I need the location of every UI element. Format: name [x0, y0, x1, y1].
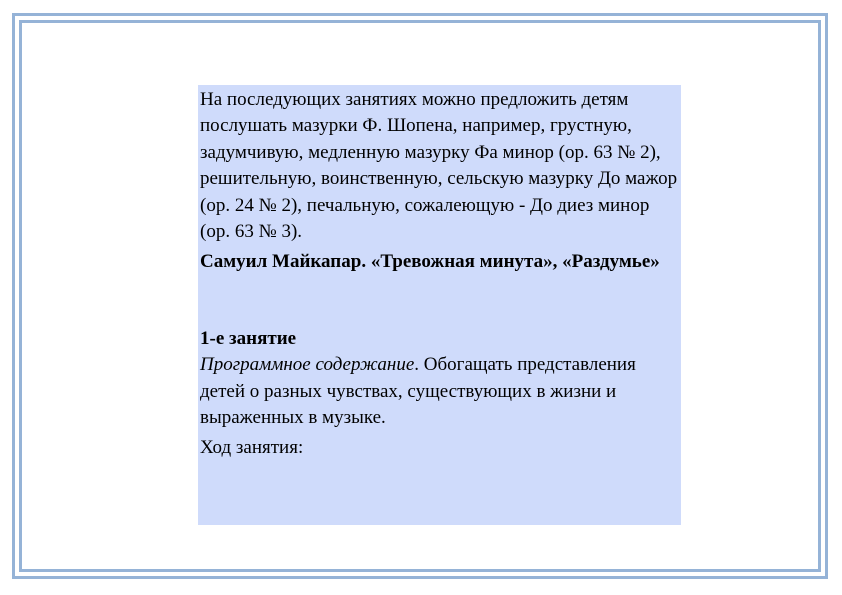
- program-text: . Обогащать представления детей о разных чувствах, существующих в жизни и выраженных в музыке.: [200, 354, 636, 429]
- program-paragraph: [200, 352, 681, 431]
- piece-heading: Самуил Майкапар. «Тревожная минута», «Раздумье»: [200, 251, 660, 273]
- program-label: Программное содержание: [200, 354, 415, 376]
- lesson-course: Ход занятия:: [200, 437, 304, 459]
- lesson-title: 1-е занятие: [200, 327, 297, 349]
- intro-paragraph: На последующих занятиях можно предложить детям послушать мазурки Ф. Шопена, например, грустную, задумчивую, медленную мазурку Фа минор (ор. 63 № 2), решительную, воинственную, сельскую мазурку До мажор (ор. 24 № 2), печальную, сожалеющую - До диез минор (ор. 63 № 3).: [200, 89, 678, 243]
- text-box: [198, 85, 681, 525]
- spacer: [200, 276, 681, 326]
